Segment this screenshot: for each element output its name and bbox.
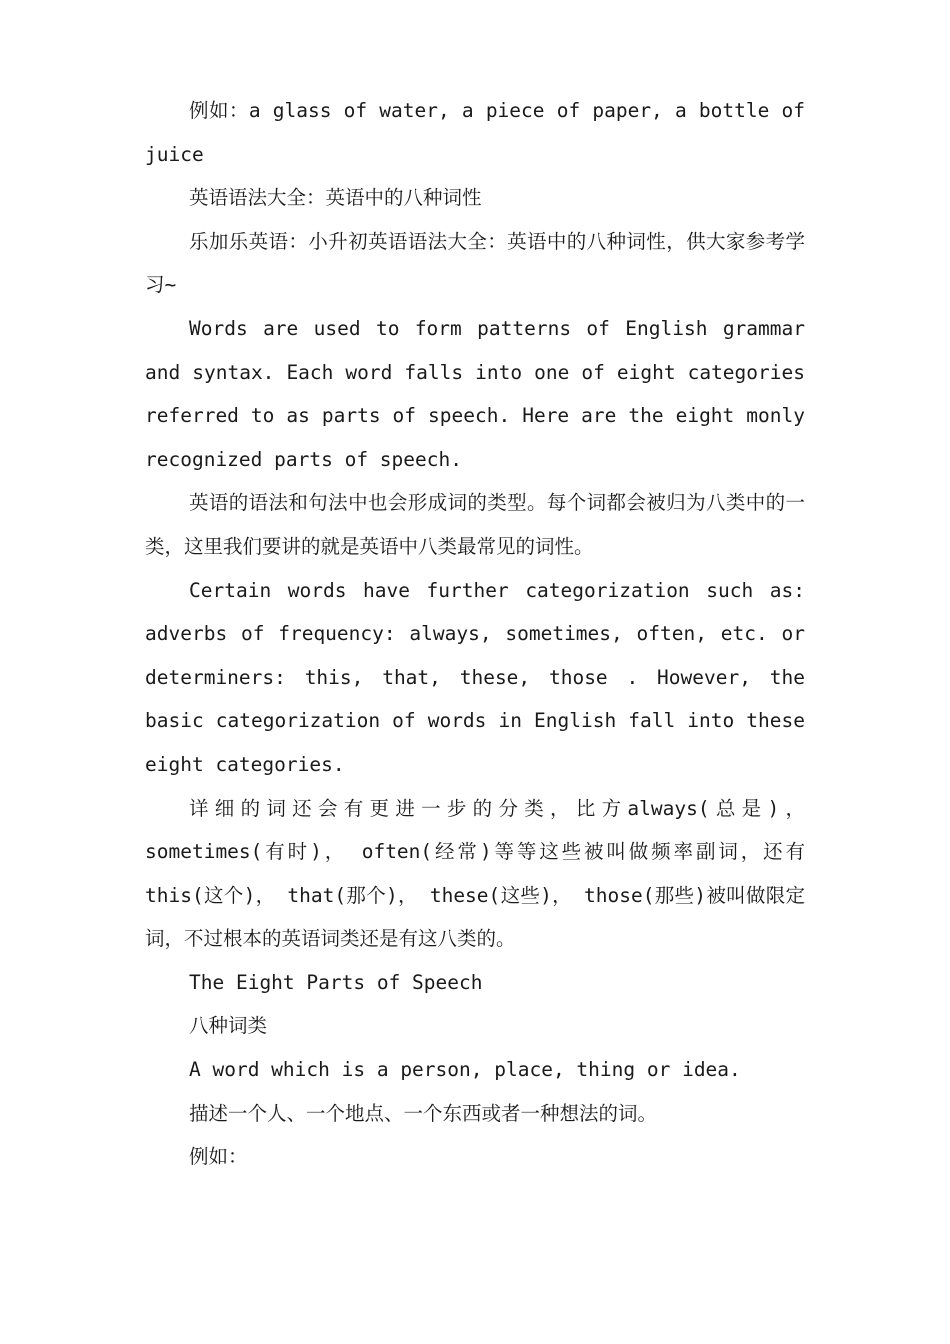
document-body <box>145 89 805 1179</box>
paragraph-words-patterns-translation: 英语的语法和句法中也会形成词的类型。每个词都会被归为八类中的一类，这里我们要讲的就是英语中八类最常见的词性。 <box>145 491 805 558</box>
paragraph-further-categorization-translation: 详细的词还会有更进一步的分类，比方always(总是)，sometimes(有时)， often(经常)等等这些被叫做频率副词，还有this(这个)， that(那个)， these(这些)， those(那些)被叫做限定词，不过根本的英语词类还是有这八类的。 <box>145 796 805 951</box>
paragraph-example-label: 例如： <box>189 1145 248 1169</box>
paragraph-noun-definition-translation: 描述一个人、一个地点、一个东西或者一种想法的词。 <box>189 1101 658 1125</box>
paragraph-eight-parts-heading-translation: 八种词类 <box>189 1014 268 1038</box>
paragraph-example-phrases: 例如：a glass of water, a piece of paper, a bottle of juice <box>145 99 805 166</box>
paragraph-eight-parts-heading: The Eight Parts of Speech <box>189 970 483 994</box>
paragraph-noun-definition: A word which is a person, place, thing or idea. <box>189 1058 741 1082</box>
paragraph-section-title: 英语语法大全：英语中的八种词性 <box>189 186 482 210</box>
paragraph-words-patterns: Words are used to form patterns of English grammar and syntax. Each word falls into one of eight categories referred to as parts of speech. Here are the eight monly recognized parts of speech. <box>145 316 805 471</box>
paragraph-further-categorization: Certain words have further categorization such as: adverbs of frequency: always, sometimes, often, etc. or determiners: this, that, these, those . However, the basic categorization of words in English fall into these eight categories. <box>145 578 805 776</box>
paragraph-intro-chinese: 乐加乐英语：小升初英语语法大全：英语中的八种词性，供大家参考学习~ <box>145 229 805 297</box>
